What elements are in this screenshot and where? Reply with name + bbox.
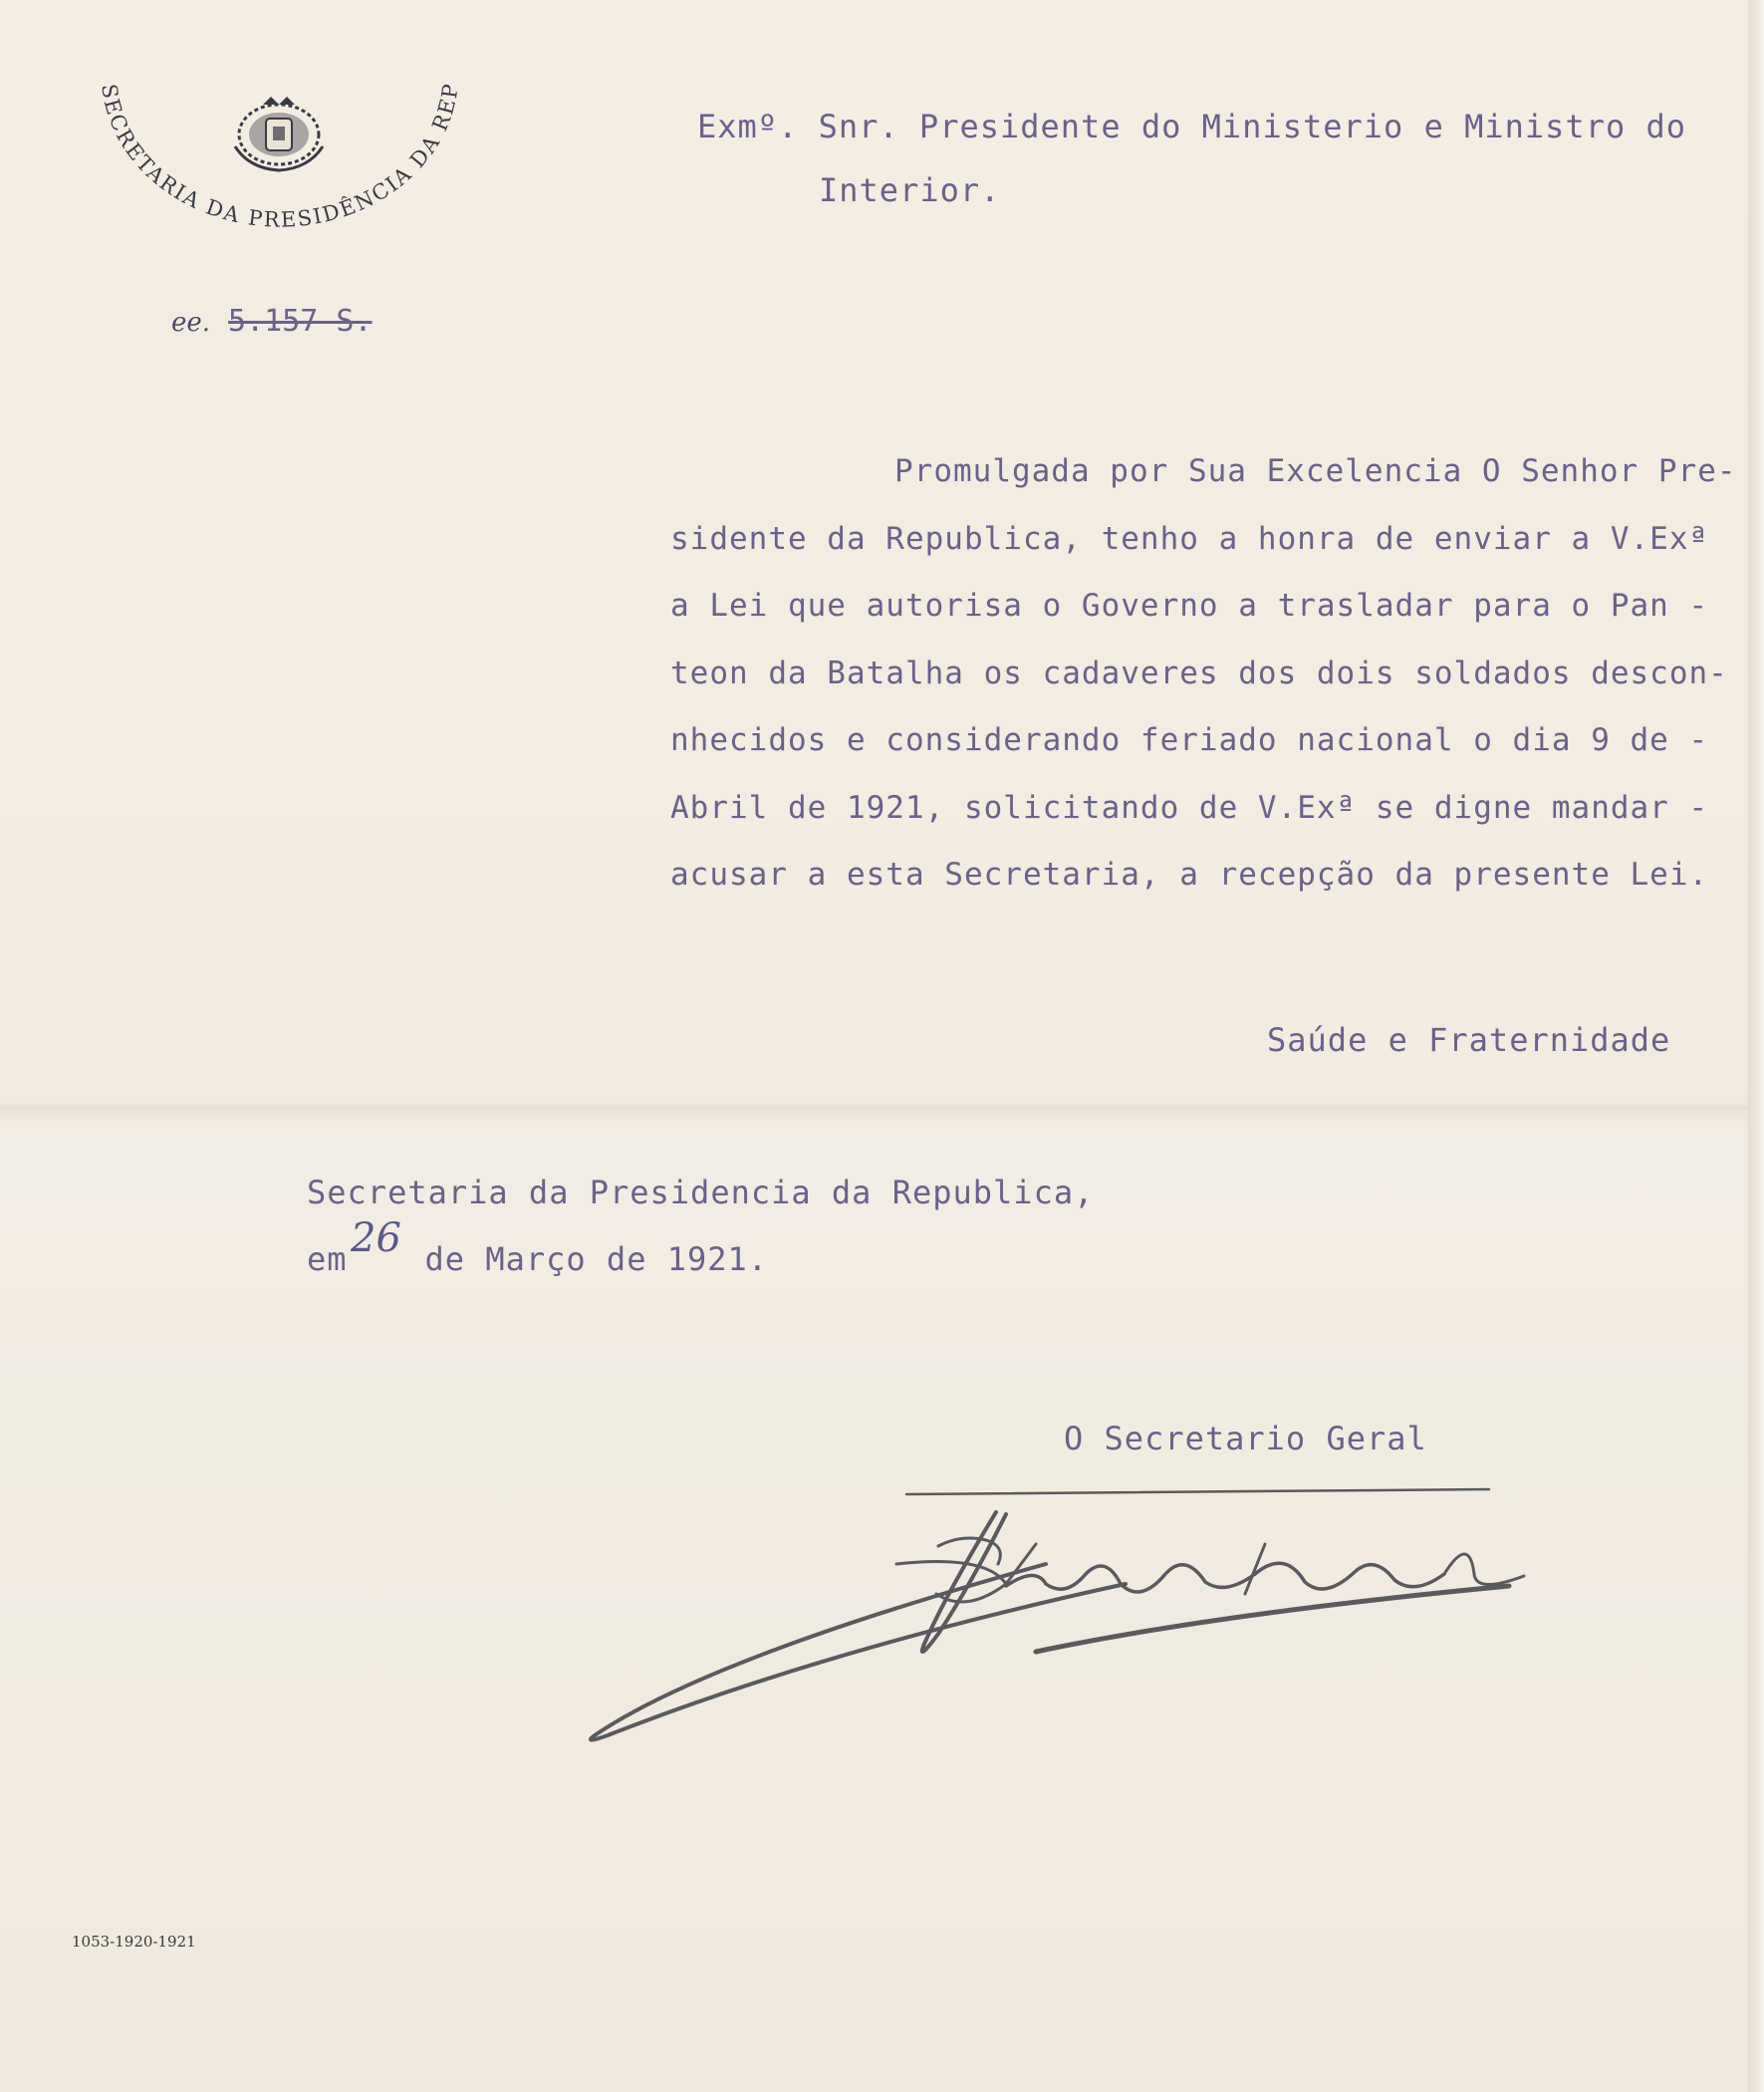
reference-initials: ee. [171,308,211,338]
letterhead-stamp-svg [90,55,468,244]
date-prefix: em [307,1240,348,1278]
signature [568,1474,1544,1753]
recipient-line-2: Interior. [819,171,1001,209]
date-suffix: de Março de 1921. [424,1240,769,1278]
stamp-arc-text: SECRETARIA DA PRESIDÊNCIA DA REP [97,81,463,232]
signature-svg [568,1474,1544,1753]
letter-body [670,438,1746,910]
letterhead-stamp [90,55,468,244]
reference-number [171,304,373,339]
print-code: 1053-1920-1921 [72,1933,196,1951]
signatory-title: O Secretario Geral [1064,1420,1427,1457]
body-line: sidente da Republica, tenho a honra de enviar a V.Exª [670,520,1709,557]
recipient-line-1: Exmº. Snr. Presidente do Ministerio e Ministro do [697,108,1687,145]
body-line: acusar a esta Secretaria, a recepção da presente Lei. [670,857,1709,893]
reference-code: 5.157 S. [228,304,373,339]
paper-fold-crease [0,1104,1748,1112]
handwritten-day: 26 [351,1215,401,1261]
coat-of-arms-icon [235,97,323,170]
body-line: a Lei que autorisa o Governo a trasladar para o Pan - [670,588,1709,624]
sender-office: Secretaria da Presidencia da Republica, [307,1174,1095,1211]
body-line: Abril de 1921, solicitando de V.Exª se digne mandar - [670,789,1709,826]
page-edge [1748,0,1764,2092]
body-line: teon da Batalha os cadaveres dos dois soldados descon- [670,654,1728,691]
body-line: Promulgada por Sua Excelencia O Senhor Pre- [894,453,1737,489]
body-line: nhecidos e considerando feriado nacional o dia 9 de - [670,722,1709,758]
closing-salutation: Saúde e Fraternidade [1267,1021,1671,1059]
